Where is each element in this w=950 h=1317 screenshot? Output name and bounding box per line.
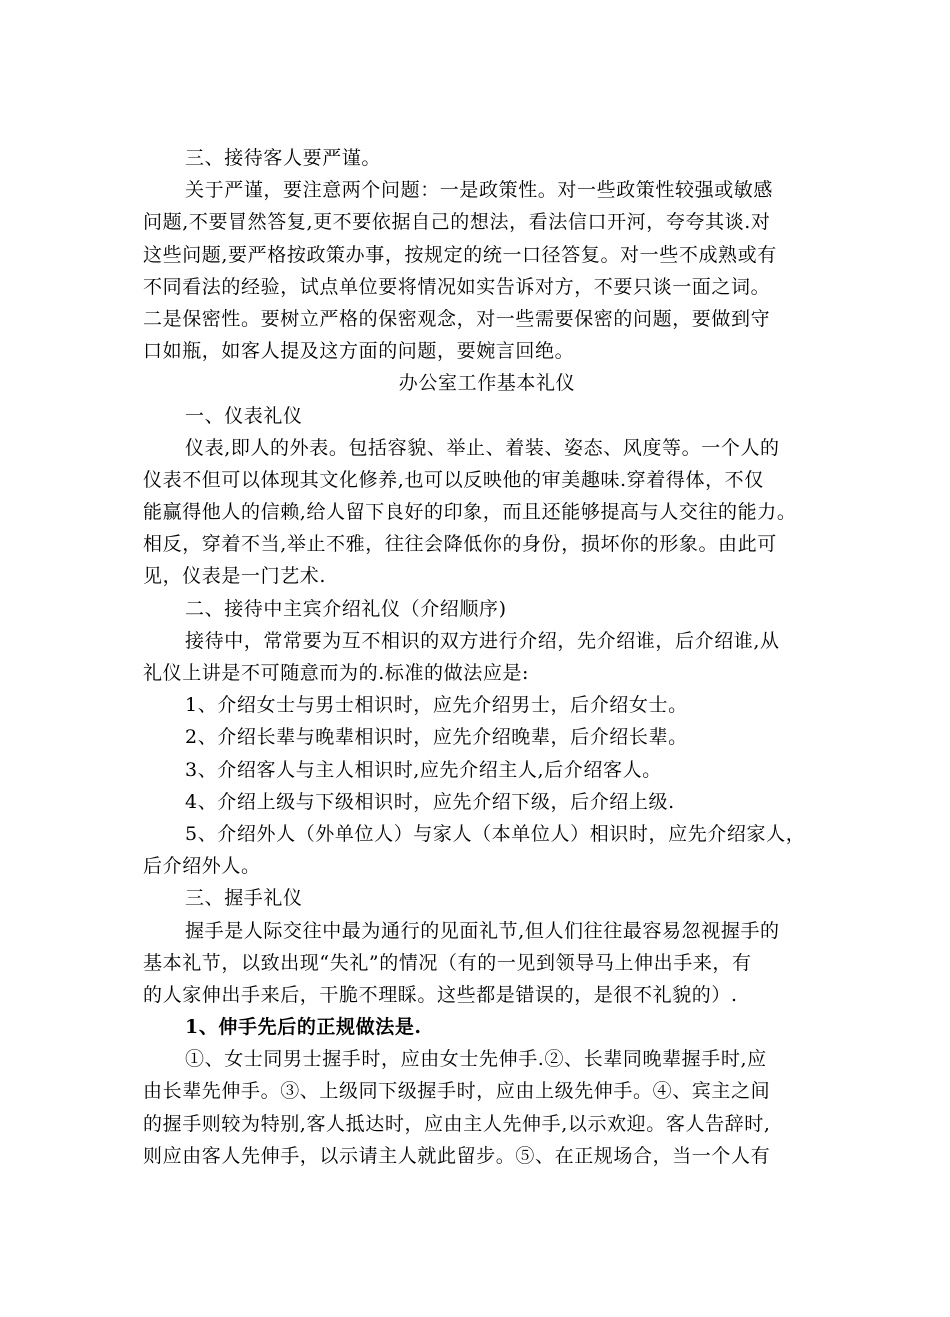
section-heading: 三、握手礼仪: [185, 887, 303, 910]
list-item: 5、介绍外人（外单位人）与家人（本单位人）相识时，应先介绍家人，: [185, 822, 806, 845]
paragraph-line: 口如瓶，如客人提及这方面的问题，要婉言回绝。: [143, 340, 575, 363]
paragraph-line: 则应由客人先伸手，以示请主人就此留步。⑤、在正规场合，当一个人有: [143, 1144, 771, 1167]
list-item: 2、介绍长辈与晚辈相识时，应先介绍晚辈，后介绍长辈。: [185, 726, 688, 749]
paragraph-line: 问题,不要冒然答复,更不要依据自己的想法，看法信口开河，夸夸其谈.对: [143, 211, 771, 234]
paragraph-line: 由长辈先伸手。③、上级同下级握手时，应由上级先伸手。④、宾主之间: [143, 1080, 771, 1103]
paragraph-line: 礼仪上讲是不可随意而为的.标准的做法应是:: [143, 662, 530, 684]
section-heading: 三、接待客人要严谨。: [185, 147, 382, 169]
paragraph-line: 接待中，常常要为互不相识的双方进行介绍，先介绍谁，后介绍谁,从: [185, 629, 780, 652]
document-body: [143, 142, 831, 1172]
paragraph-line: 仪表,即人的外表。包括容貌、举止、着装、姿态、风度等。一个人的: [185, 436, 780, 459]
paragraph-line: 仪表不但可以体现其文化修养,也可以反映他的审美趣味.穿着得体，不仅: [143, 468, 764, 491]
paragraph-line: 不同看法的经验，试点单位要将情况如实告诉对方，不要只谈一面之词。: [143, 275, 771, 298]
subsection-heading: 1、伸手先后的正规做法是.: [185, 1016, 422, 1039]
paragraph-line: 的握手则较为特别,客人抵达时，应由主人先伸手,以示欢迎。客人告辞时,: [143, 1112, 771, 1135]
document-title: 办公室工作基本礼仪: [398, 372, 576, 395]
paragraph-line: 握手是人际交往中最为通行的见面礼节,但人们往往最容易忽视握手的: [185, 919, 780, 942]
paragraph-line: 能赢得他人的信赖,给人留下良好的印象，而且还能够提高与人交往的能力。: [143, 501, 797, 524]
paragraph-line: 见，仪表是一门艺术.: [143, 565, 327, 588]
paragraph-line: 这些问题,要严格按政策办事，按规定的统一口径答复。对一些不成熟或有: [143, 243, 777, 266]
paragraph-line: 关于严谨，要注意两个问题：一是政策性。对一些政策性较强或敏感: [185, 179, 774, 202]
list-item-continuation: 后介绍外人。: [143, 855, 261, 878]
section-heading: 二、接待中主宾介绍礼仪（介绍顺序): [185, 597, 507, 620]
paragraph-line: 相反，穿着不当,举止不雅，往往会降低你的身份，损坏你的形象。由此可: [143, 533, 777, 556]
section-heading: 一、仪表礼仪: [185, 404, 303, 427]
paragraph-line: ①、女士同男士握手时，应由女士先伸手.②、长辈同晚辈握手时,应: [185, 1048, 767, 1071]
list-item: 4、介绍上级与下级相识时，应先介绍下级，后介绍上级.: [185, 790, 675, 813]
paragraph-line: 二是保密性。要树立严格的保密观念，对一些需要保密的问题，要做到守: [143, 307, 771, 330]
list-item: 3、介绍客人与主人相识时,应先介绍主人,后介绍客人。: [185, 758, 662, 781]
paragraph-line: 基本礼节，以致出现“失礼”的情况（有的一见到领导马上伸出手来，有: [143, 951, 752, 974]
paragraph-line: 的人家伸出手来后，干脆不理睬。这些都是错误的，是很不礼貌的）.: [143, 983, 738, 1006]
list-item: 1、介绍女士与男士相识时，应先介绍男士，后介绍女士。: [185, 694, 688, 717]
